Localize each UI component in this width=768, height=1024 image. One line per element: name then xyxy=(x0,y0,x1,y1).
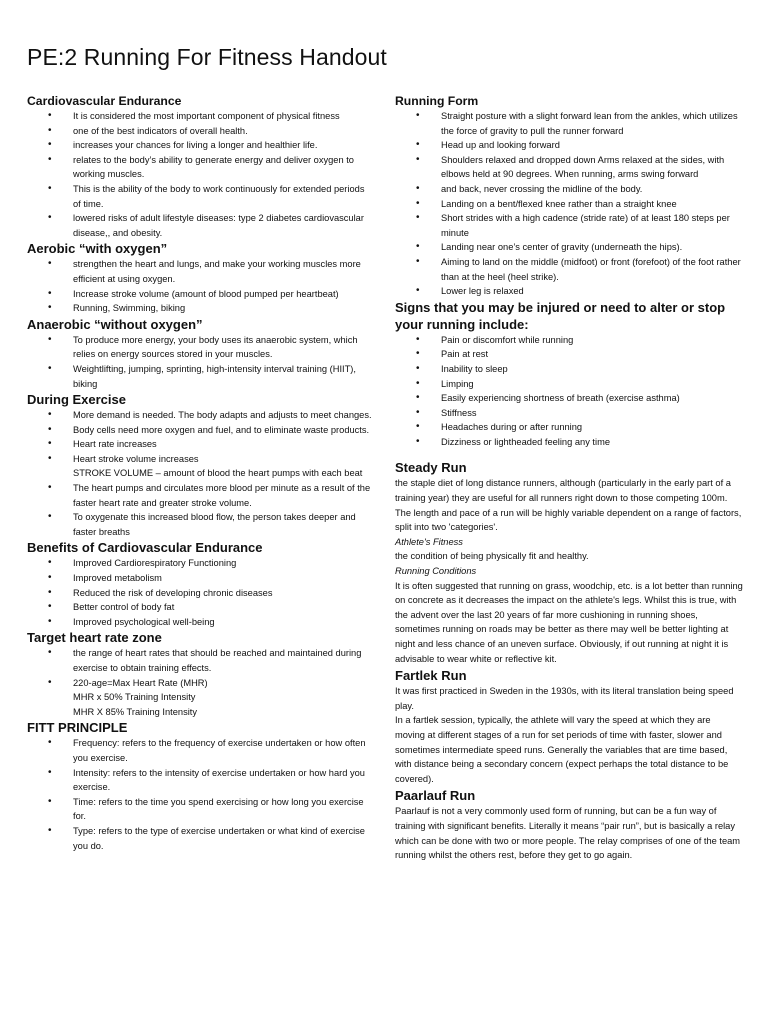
list-item: • Better control of body fat xyxy=(27,600,372,615)
list-item: • Type: refers to the type of exercise undertaken or what kind of exercise you do. xyxy=(27,824,372,853)
list-item xyxy=(27,676,372,720)
list-item: • Headaches during or after running xyxy=(395,420,743,435)
list-item: • Weightlifting, jumping, sprinting, high-intensity interval training (HIIT), biking xyxy=(27,362,372,391)
list-item: • Running, Swimming, biking xyxy=(27,301,372,316)
anaerobic-heading: Anaerobic “without oxygen” xyxy=(27,316,203,332)
list-item: • Improved psychological well-being xyxy=(27,615,372,630)
list-item: • the range of heart rates that should be reached and maintained during exercise to obtain training effects. xyxy=(27,646,372,675)
during-exercise-heading: During Exercise xyxy=(27,392,126,408)
athletes-fitness-label: Athlete's Fitness xyxy=(395,536,463,547)
running-conditions-text: It is often suggested that running on grass, woodchip, etc. is a lot better than running on concrete as it decreases the impact on the athlete's legs. Whilst this is true, with the advent over the last 20 years of far more cushioning in running shoes, sometimes running on roads may be better as there may well be better lighting at night and less chance of an uneven surface. Obviously, if out running at night it is advisable to wear white or reflective kit. xyxy=(395,580,743,664)
list-item: • Dizziness or lightheaded feeling any time xyxy=(395,435,743,450)
aerobic-heading: Aerobic “with oxygen” xyxy=(27,241,168,257)
list-item-text: • 220-age=Max Heart Rate (MHR) xyxy=(73,677,208,688)
list-item: • Increase stroke volume (amount of blood pumped per heartbeat) xyxy=(27,287,372,302)
target-heart-rate-heading: Target heart rate zone xyxy=(27,630,162,646)
anaerobic-list xyxy=(27,333,372,391)
list-item: • Straight posture with a slight forward lean from the ankles, which utilizes the force of gravity to pull the runner forward xyxy=(395,109,743,138)
steady-run-heading: Steady Run xyxy=(395,460,467,476)
list-item: • Aiming to land on the middle (midfoot) or front (forefoot) of the foot rather than at the heel (heel strike). xyxy=(395,255,743,284)
list-item: • To oxygenate this increased blood flow, the person takes deeper and faster breaths xyxy=(27,510,372,539)
target-heart-rate-list xyxy=(27,646,372,719)
list-item: • Limping xyxy=(395,377,743,392)
list-item: • Frequency: refers to the frequency of exercise undertaken or how often you exercise. xyxy=(27,736,372,765)
list-item: • Pain at rest xyxy=(395,347,743,362)
list-item: • Stiffness xyxy=(395,406,743,421)
list-item: • Inability to sleep xyxy=(395,362,743,377)
paarlauf-run-paragraph: Paarlauf is not a very commonly used form of running, but can be a fun way of training with significant benefits. Literally it means “pair run”, but is basically a relay which can be done with two or more people. The relay comprises of one of the team running whilst the others rest, before they get to go again. xyxy=(395,806,741,861)
athletes-fitness-text: the condition of being physically fit and healthy. xyxy=(395,551,589,562)
list-item: • Short strides with a high cadence (stride rate) of at least 180 steps per minute xyxy=(395,211,743,240)
cardio-heading: Cardiovascular Endurance xyxy=(27,94,182,108)
fitt-heading: FITT PRINCIPLE xyxy=(27,720,128,736)
list-item: • Intensity: refers to the intensity of exercise undertaken or how hard you exercise. xyxy=(27,766,372,795)
during-exercise-list xyxy=(27,408,372,539)
list-item: • It is considered the most important component of physical fitness xyxy=(27,109,372,124)
fartlek-run-paragraph: It was first practiced in Sweden in the 1930s, with its literal translation being speed play. xyxy=(395,686,734,711)
list-item: • More demand is needed. The body adapts and adjusts to meet changes. xyxy=(27,408,372,423)
list-item: • Heart rate increases xyxy=(27,437,372,452)
left-column xyxy=(27,93,372,853)
running-conditions-label: Running Conditions xyxy=(395,566,477,577)
list-item: • Shoulders relaxed and dropped down Arms relaxed at the sides, with elbows held at 90 degrees. When running, arms swing forward xyxy=(395,153,743,182)
cardio-list xyxy=(27,109,372,240)
list-item: • Landing near one’s center of gravity (underneath the hips). xyxy=(395,240,743,255)
injury-signs-heading: Signs that you may be injured or need to alter or stop your running include: xyxy=(395,299,726,332)
list-item: • Time: refers to the time you spend exercising or how long you exercise for. xyxy=(27,795,372,824)
aerobic-list xyxy=(27,257,372,315)
list-item: • To produce more energy, your body uses its anaerobic system, which relies on energy sources stored in your muscles. xyxy=(27,333,372,362)
list-item: • Easily experiencing shortness of breath (exercise asthma) xyxy=(395,391,743,406)
list-item: • Pain or discomfort while running xyxy=(395,333,743,348)
list-item: • Improved metabolism xyxy=(27,571,372,586)
steady-run-paragraph: the staple diet of long distance runners, although (particularly in the early part of a training year) they are useful for all runners right down to those competing 100m. xyxy=(395,478,731,504)
paarlauf-run-heading: Paarlauf Run xyxy=(395,788,476,804)
injury-signs-list xyxy=(395,333,743,450)
stroke-volume-note: STROKE VOLUME – amount of blood the heart pumps with each beat xyxy=(73,468,363,479)
list-item: • Landing on a bent/flexed knee rather than a straight knee xyxy=(395,197,743,212)
mhr-85-line: MHR X 85% Training Intensity xyxy=(73,706,198,717)
list-item: • Reduced the risk of developing chronic diseases xyxy=(27,586,372,601)
list-item: • Lower leg is relaxed xyxy=(395,284,743,299)
running-form-list xyxy=(395,109,743,299)
list-item: • This is the ability of the body to work continuously for extended periods of time. xyxy=(27,182,372,211)
mhr-50-line: MHR x 50% Training Intensity xyxy=(73,692,196,703)
list-item xyxy=(27,452,372,481)
list-item: • lowered risks of adult lifestyle diseases: type 2 diabetes cardiovascular disease,, and obesity. xyxy=(27,211,372,240)
fitt-list xyxy=(27,736,372,853)
list-item: • Head up and looking forward xyxy=(395,138,743,153)
benefits-heading: Benefits of Cardiovascular Endurance xyxy=(27,540,263,556)
benefits-list xyxy=(27,556,372,629)
steady-run-paragraph: The length and pace of a run will be highly variable dependent on a range of factors, split into two 'categories'. xyxy=(395,507,742,533)
running-form-heading: Running Form xyxy=(395,94,479,108)
list-item: • relates to the body’s ability to generate energy and deliver oxygen to working muscles. xyxy=(27,153,372,182)
right-column xyxy=(395,93,743,863)
list-item: • Improved Cardiorespiratory Functioning xyxy=(27,556,372,571)
list-item: • Body cells need more oxygen and fuel, and to eliminate waste products. xyxy=(27,423,372,438)
list-item: • strengthen the heart and lungs, and make your working muscles more efficient at using oxygen. xyxy=(27,257,372,286)
page-title: PE:2 Running For Fitness Handout xyxy=(27,44,387,70)
list-item: • one of the best indicators of overall health. xyxy=(27,124,372,139)
fartlek-run-paragraph: In a fartlek session, typically, the athlete will vary the speed at which they are moving at different stages of a run for set periods of time with faster, slower and sometimes intermediate speed runs. Generally the variables that are time based, with distance being a secondary concern (expect perhaps the total distance to be covered). xyxy=(395,715,729,784)
fartlek-run-heading: Fartlek Run xyxy=(395,668,467,684)
list-item: • The heart pumps and circulates more blood per minute as a result of the faster heart rate and greater stroke volume. xyxy=(27,481,372,510)
list-item: • and back, never crossing the midline of the body. xyxy=(395,182,743,197)
list-item-text: • Heart stroke volume increases xyxy=(73,453,199,464)
list-item: • increases your chances for living a longer and healthier life. xyxy=(27,138,372,153)
